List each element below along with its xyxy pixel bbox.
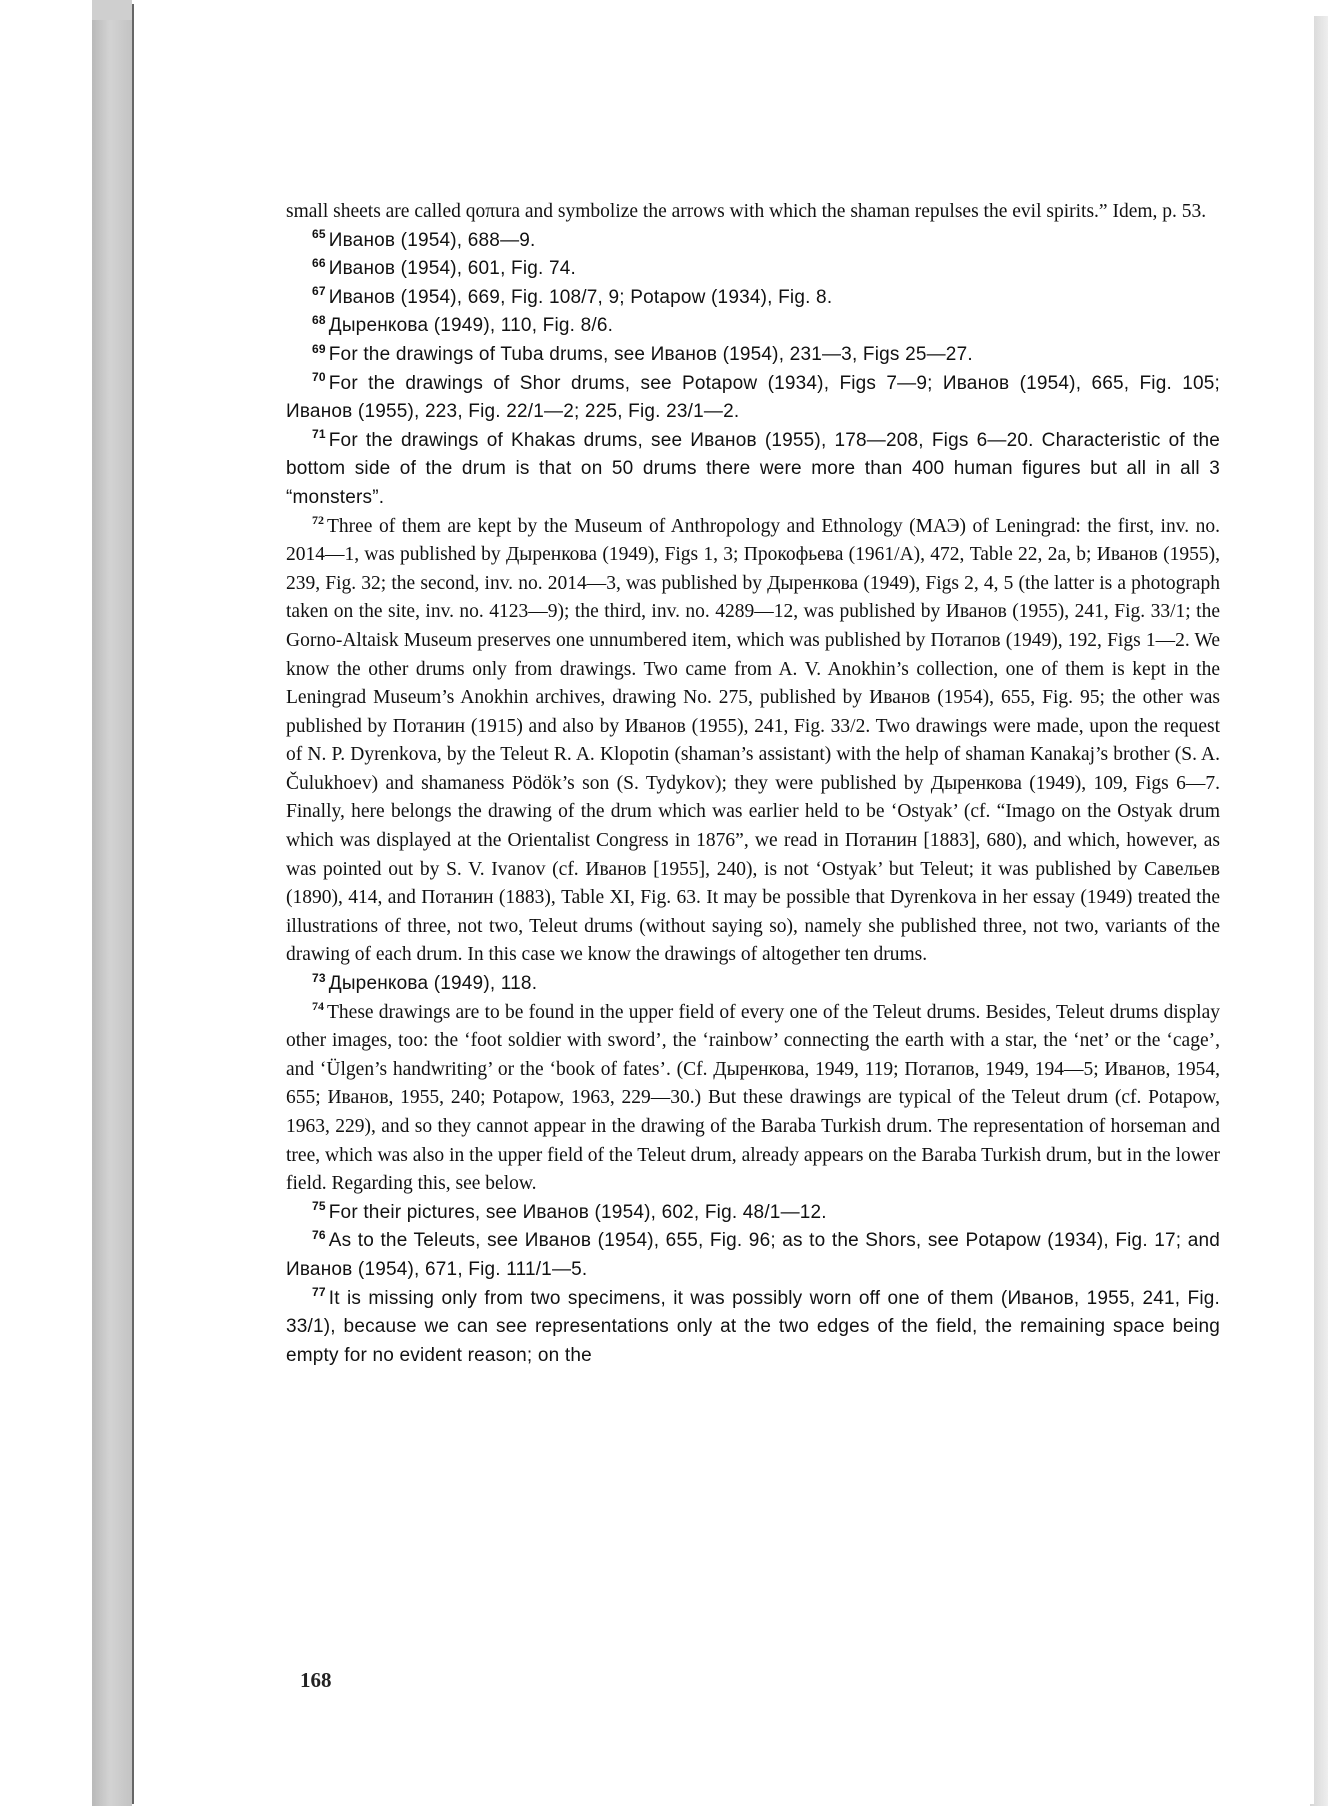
footnote-text: As to the Teleuts, see Иванов (1954), 655, Fig. 96; as to the Shors, see Potapow (1934), Fig. 17; and Иванов (1954), 671, Fig. 111/1—5. — [286, 1230, 1220, 1280]
page-number: 168 — [300, 1668, 332, 1692]
footnote-number: 72 — [312, 513, 324, 528]
footnote-74 — [286, 999, 1220, 1199]
book-spine — [92, 20, 132, 1806]
footnote-text: Дыренкова (1949), 110, Fig. 8/6. — [328, 315, 614, 337]
footnote-number: 77 — [312, 1285, 326, 1300]
footnote-number: 65 — [312, 227, 326, 242]
footnote-72 — [286, 513, 1220, 971]
footnote-70 — [286, 370, 1220, 427]
footnote-67 — [286, 284, 1220, 313]
footnote-number: 69 — [312, 341, 326, 356]
continued-note-text: small sheets are called qoπura and symbolize the arrows with which the shaman repulses the evil spirits.” Idem, p. 53. — [286, 201, 1207, 222]
footnote-number: 68 — [312, 313, 326, 328]
footnote-text: For the drawings of Khakas drums, see Иванов (1955), 178—208, Figs 6—20. Characteristic of the bottom side of the drum is that on 50 drums there were more than 400 human figures but all in all 3 “monsters”. — [286, 429, 1220, 508]
footnotes-text-block — [286, 198, 1220, 1370]
footnote-66 — [286, 255, 1220, 284]
footnote-68 — [286, 312, 1220, 341]
footnote-71 — [286, 427, 1220, 513]
footnote-number: 67 — [312, 284, 326, 299]
footnote-text: Иванов (1954), 688—9. — [328, 229, 536, 251]
footnote-number: 66 — [312, 255, 326, 270]
footnote-text: Дыренкова (1949), 118. — [328, 973, 538, 995]
footnote-text: For the drawings of Tuba drums, see Иванов (1954), 231—3, Figs 25—27. — [328, 343, 973, 365]
footnote-number: 73 — [312, 970, 326, 985]
footnote-number: 76 — [312, 1228, 326, 1243]
footnote-77 — [286, 1285, 1220, 1371]
footnote-75 — [286, 1199, 1220, 1228]
footnote-69 — [286, 341, 1220, 370]
footnote-73 — [286, 970, 1220, 999]
footnote-76 — [286, 1227, 1220, 1284]
footnote-text: Three of them are kept by the Museum of Anthropology and Ethnology (МАЭ) of Leningrad: the first, inv. no. 2014—1, was published by Дыренкова (1949), Figs 1, 3; Прокофьева (1961/A), 472, Table 22, 2a, b; Иванов (1955), 239, Fig. 32; the second, inv. no. 2014—3, was published by Дыренкова (1949), Figs 2, 4, 5 (the latter is a photograph taken on the site, inv. no. 4123—9); the third, inv. no. 4289—12, was published by Иванов (1955), 241, Fig. 33/1; the Gorno-Altaisk Museum preserves one unnumbered item, which was published by Потапов (1949), 192, Figs 1—2. We know the other drums only from drawings. Two came from A. V. Anokhin’s collection, one of them is kept in the Leningrad Museum’s Anokhin archives, drawing No. 275, published by Иванов (1954), 655, Fig. 95; the other was published by Потанин (1915) and also by Иванов (1955), 241, Fig. 33/2. Two drawings were made, upon the request of N. P. Dyrenkova, by the Teleut R. A. Klopotin (shaman’s assistant) with the help of shaman Kanakaj’s brother (S. A. Čulukhoev) and shamaness Pödök’s son (S. Tydykov); they were published by Дыренкова (1949), 109, Figs 6—7. Finally, here belongs the drawing of the drum which was earlier held to be ‘Ostyak’ (cf. “Imago on the Ostyak drum which was displayed at the Orientalist Congress in 1876”, we read in Потанин [1883], 680), and which, however, as was pointed out by S. V. Ivanov (cf. Иванов [1955], 240), is not ‘Ostyak’ but Teleut; it was published by Савельев (1890), 414, and Потанин (1883), Table XI, Fig. 63. It may be possible that Dyrenkova in her essay (1949) treated the illustrations of three, not two, Teleut drums (without saying so), namely she published three, not two, variants of the drawing of each drum. In this case we know the drawings of altogether ten drums. — [286, 515, 1220, 966]
footnote-number: 75 — [312, 1199, 326, 1214]
footnote-number: 74 — [312, 999, 324, 1014]
footnote-text: Иванов (1954), 669, Fig. 108/7, 9; Potapow (1934), Fig. 8. — [328, 286, 833, 308]
footnote-text: These drawings are to be found in the upper field of every one of the Teleut drums. Besides, Teleut drums display other images, too: the ‘foot soldier with sword’, the ‘rainbow’ connecting the earth with a star, the ‘net’ or the ‘cage’, and ‘Ülgen’s handwriting’ or the ‘book of fates’. (Cf. Дыренкова, 1949, 119; Потапов, 1949, 194—5; Иванов, 1954, 655; Иванов, 1955, 240; Potapow, 1963, 229—30.) But these drawings are typical of the Teleut drum (cf. Potapow, 1963, 229), and so they cannot appear in the drawing of the Baraba Turkish drum. The representation of horseman and tree, which was also in the upper field of the Teleut drum, already appears on the Baraba Turkish drum, but in the lower field. Regarding this, see below. — [286, 1001, 1220, 1195]
footnote-number: 70 — [312, 370, 326, 385]
footnote-number: 71 — [312, 427, 326, 442]
footnote-65 — [286, 227, 1220, 256]
footnote-text: For the drawings of Shor drums, see Potapow (1934), Figs 7—9; Иванов (1954), 665, Fig. 105; Иванов (1955), 223, Fig. 22/1—2; 225, Fig. 23/1—2. — [286, 372, 1220, 423]
footnote-text: It is missing only from two specimens, it was possibly worn off one of them (Иванов, 1955, 241, Fig. 33/1), because we can see representations only at the two edges of the field, the remaining space being empty for no evident reason; on the — [286, 1287, 1220, 1366]
footnote-text: For their pictures, see Иванов (1954), 602, Fig. 48/1—12. — [328, 1201, 827, 1223]
footnote-text: Иванов (1954), 601, Fig. 74. — [328, 258, 576, 280]
